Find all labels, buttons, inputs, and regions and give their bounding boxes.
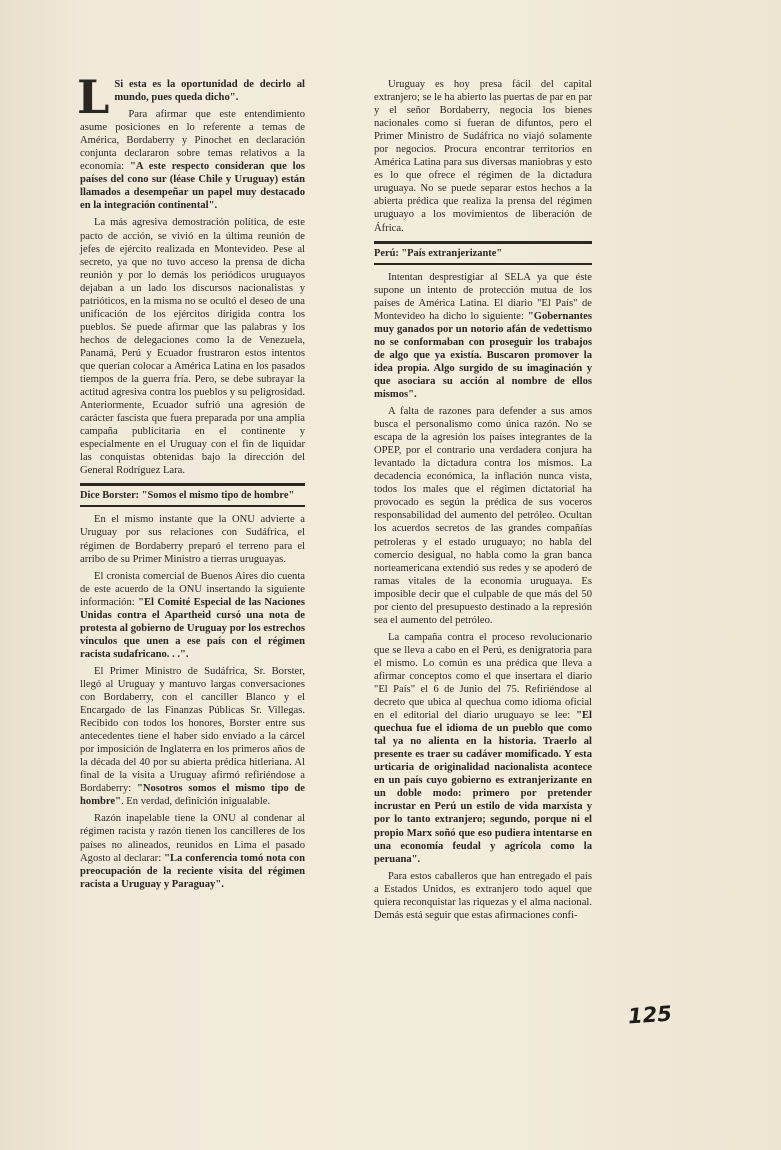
- paragraph: Uruguay es hoy presa fácil del capital extranjero; se le ha abierto las puertas de par en par y el señor Bordaberry, negocia los bienes nacionales como si fueran de difuntos, pero el Primer Ministro de Sudáfrica no viajó solamente por negocios. Procura encontrar territorios en América Latina para sus diversas maniobras y esto es lo que ofrece el régimen de la dictadura uruguaya. No se puede separar estos hechos a la abierta prédica que realiza la prensa del régimen uruguayo a los movimientos de liberación de África.: [374, 79, 592, 234]
- paragraph-text: Intentan desprestigiar al SELA ya que éste supone un intento de protección mutua de los países de América Latina. El diario "El País" de Montevideo ha dicho lo siguiente:: [374, 271, 592, 322]
- paragraph-text: . En verdad, definición inigualable.: [121, 796, 271, 808]
- paragraph-text: La campaña contra el proceso revolucionario que se lleva a cabo en el Perú, es denigratoria para el mismo. Lo común es una prédica que lleva a afirmar conceptos como el que insertara el diario "El País" el 6 de Junio del 75. Refiriéndose al decreto que ubica al quechua como idioma oficial en el editorial del diario uruguayo se lee:: [374, 631, 592, 722]
- paragraph: A falta de razones para defender a sus amos busca el personalismo como única razón. No se escapa de la agresión los países integrantes de la OPEP, por el contrario una verdadera conjura ha levantado la dictadura contra los mismos. La decadencia económica, la inflación nunca vista, todos los males que el régimen dictatorial ha provocado es según la prédica de sus voceros responsabilidad del aumento del petróleo. Ocultan los acuerdos secretos de las grandes compañías petroleras y el estado uruguayo; no habla del comercio desigual, no habla como la gran banca norteamericana extendió sus redes y se apoderó de ramas vitales de la economía uruguaya. Es imposible decir que el culpable de que más del 50 por ciento del presupuesto destinado a la represión sea el aumento del petróleo.: [374, 406, 592, 626]
- quote-text: "A este respecto consideran que los países del cono sur (léase Chile y Uruguay) están llamados a desempeñar un papel muy destacado en la integración continental".: [80, 161, 305, 212]
- quote-text: "El Comité Especial de las Naciones Unidas contra el Apartheid cursó una nota de protesta al gobierno de Uruguay por los estrechos vínculos que unen a ese país con el régimen racista sudafricano. . .".: [80, 596, 305, 660]
- left-column: [77, 70, 305, 895]
- paragraph: [80, 108, 305, 212]
- paragraph: [374, 631, 592, 866]
- paragraph-text: El cronista comercial de Buenos Aires dio cuenta de este acuerdo de la ONU insertando la siguiente información:: [80, 570, 305, 608]
- opening-text: Si esta es la oportunidad de decirlo al mundo, pues queda dicho".: [114, 79, 305, 104]
- drop-cap: L: [77, 70, 110, 124]
- page-number: 125: [627, 1001, 673, 1029]
- right-column: [374, 78, 592, 926]
- paragraph: [80, 570, 305, 661]
- quote-text: "Nosotros somos el mismo tipo de hombre": [80, 783, 305, 808]
- paragraph: Para estos caballeros que han entregado el país a Estados Unidos, es extranjero todo aquel que quiera reconquistar las riquezas y el alma nacional. Demás está seguir que estas afirmaciones confi-: [374, 870, 592, 921]
- paragraph: [80, 665, 305, 809]
- quote-text: "El quechua fue el idioma de un pueblo que como tal ya no alienta en la historia. Traerlo al presente es traer su cadáver momificado. Y esta urticaria de originalidad nacionalista acontece en un país cuyo gobierno es extranjerizante en un doble modo: primero por pretender incrustar en Perú un estilo de vida marxista y por lo tanto extranjero; segundo, porque ni el propio Marx soñó que eso pudiera intentarse en una economía feudal y agrícola como la peruana".: [374, 710, 592, 865]
- paragraph-text: Para afirmar que este entendimiento asume posiciones en lo referente a temas de América, Bordaberry y Pinochet en declaración conjunta declararon sobre temas relativos a la economía:: [80, 109, 305, 173]
- quote-text: "La conferencia tomó nota con preocupación de la reciente visita del régimen racista a Uruguay y Paraguay".: [80, 852, 305, 890]
- paragraph: [374, 271, 592, 401]
- paragraph-text: Razón inapelable tiene la ONU al condenar al régimen racista y razón tienen los cancilleres de los países no alineados, reunidos en Lima el pasado Agosto al declarar:: [80, 813, 305, 864]
- paragraph: [80, 812, 305, 890]
- opening-paragraph: [77, 70, 305, 124]
- paragraph: En el mismo instante que la ONU advierte a Uruguay por sus relaciones con Sudáfrica, el régimen de Bordaberry preparó el terreno para el arribo de su Primer Ministro a tierras uruguayas.: [80, 514, 305, 565]
- section-subheading: Dice Borster: "Somos el mismo tipo de hombre": [80, 483, 305, 507]
- section-subheading: Perú: "País extranjerizante": [374, 241, 592, 265]
- paragraph: La más agresiva demostración política, de este pacto de acción, se vivió en la última reunión de jefes de ejército realizada en Montevideo. Pese al secreto, ya que no tuvo acceso la prensa de dicha reunión y por lo demás los periódicos uruguayos dejaban a un lado los discursos nacionalistas y patrióticos, en la misma no se ocultó el deseo de una unificación de los ejércitos dirigida contra los pueblos. Se puede afirmar que las palabras y los hechos de delegaciones como la de Venezuela, Panamá, Perú y Ecuador frustraron estos intentos que querían colocar a América Latina en los pasados tiempos de la guerra fría. Pero, se debe subrayar la actitud agresiva contra los pueblos y su peligrosidad. Anteriormente, Ecuador sufrió una agresión de carácter fascista que fuera preparada por una amplia campaña publicitaria en el continente y especialmente en el Uruguay con el fin de liquidar las conquistas obtenidas bajo la dirección del General Rodríguez Lara.: [80, 217, 305, 477]
- quote-text: "Gobernantes muy ganados por un notorio afán de vedettismo no se conformaban con proseguir los trabajos de algo que ya existía. Buscaron promover la idea propia. Algo surgido de su imaginación y que asociara su acción al nombre de ellos mismos".: [374, 310, 592, 400]
- paragraph-text: El Primer Ministro de Sudáfrica, Sr. Borster, llegó al Uruguay y mantuvo largas conversaciones con Bordaberry, con el canciller Blanco y el Encargado de las Finanzas Públicas Sr. Villegas. Recibido con todos los honores, Borster entre sus antecedentes tiene el haber sido enviado a la cárcel por imposición de Inglaterra en los primeros años de la década del 40 por su abierta prédica hitleriana. Al final de la visita a Uruguay afirmó refiriéndose a Bordaberry:: [80, 665, 305, 795]
